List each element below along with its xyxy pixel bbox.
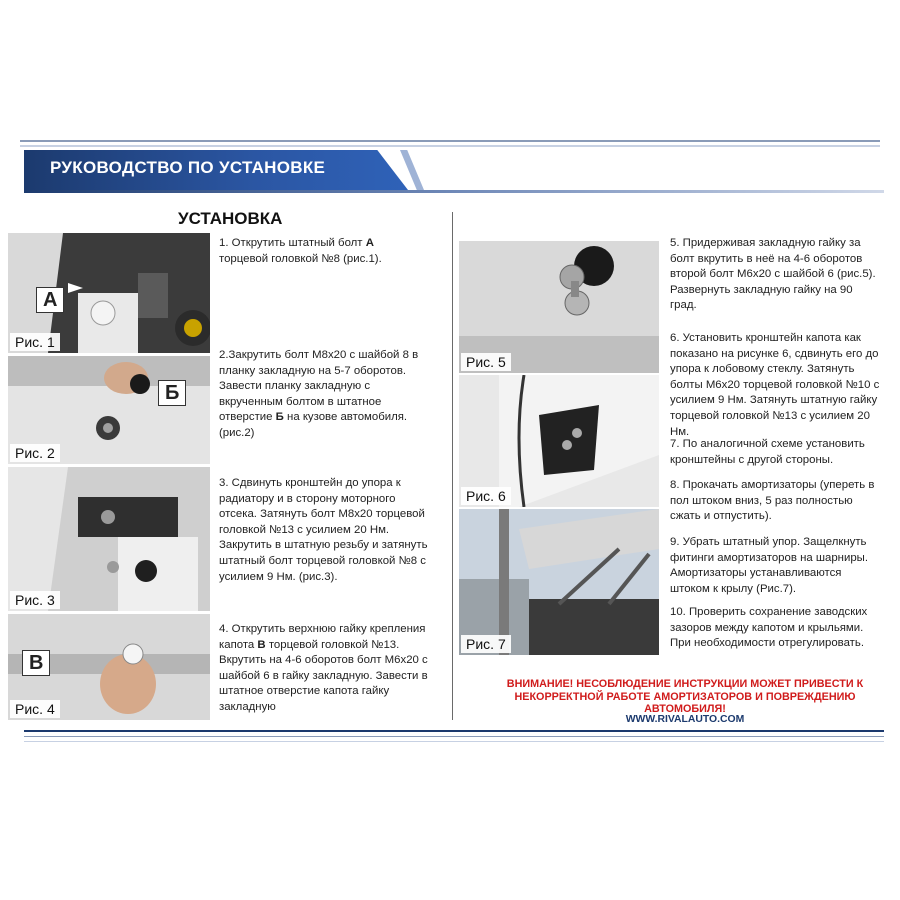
figure-2-tag: Б (158, 380, 186, 406)
figure-4-tag: В (22, 650, 50, 676)
figure-7-caption: Рис. 7 (461, 635, 511, 653)
figure-2-caption: Рис. 2 (10, 444, 60, 462)
step-8-text: 8. Прокачать амортизаторы (упереть в пол штоком вниз, 5 раз полностью сжать и отпустить). (670, 479, 875, 523)
step-10-text: 10. Проверить сохранение заводских зазоров между капотом и крыльями. При необходимости отрегулировать. (670, 606, 868, 650)
section-title: УСТАНОВКА (178, 209, 283, 228)
figure-6-caption: Рис. 6 (461, 487, 511, 505)
column-divider (452, 212, 453, 720)
figure-7-photo (459, 509, 659, 655)
website-link[interactable]: WWW.RIVALAUTO.COM (625, 714, 745, 725)
footer-line (24, 730, 884, 732)
footer-line-3 (24, 741, 884, 742)
figure-5-caption: Рис. 5 (461, 353, 511, 371)
footer-line-2 (24, 736, 884, 737)
header-accent (400, 150, 424, 190)
figure-4-caption: Рис. 4 (10, 700, 60, 718)
step-5-text: 5. Придерживая закладную гайку за болт вкрутить в неё на 4-6 оборотов второй болт М6х20 с шайбой 6 (рис.5). Развернуть закладную гайку на 90 град. (670, 237, 876, 312)
page-title: РУКОВОДСТВО ПО УСТАНОВКЕ (50, 158, 326, 177)
figure-2-photo (8, 356, 210, 464)
step-9-text: 9. Убрать штатный упор. Защелкнуть фитинги амортизаторов на шарниры. Амортизаторы устанавливаются штоком к крылу (Рис.7). (670, 536, 869, 595)
step-6-text: 6. Установить кронштейн капота как показано на рисунке 6, сдвинуть его до упора к лобовому стеклу. Затянуть болты М6х20 торцевой головкой №10 с усилием 9 Нм. Затянуть штатную гайку торцевой головкой №13 с усилием 20 Нм. (670, 332, 880, 438)
step-7-text: 7. По аналогичной схеме установить кронштейны с другой стороны. (670, 438, 865, 466)
figure-4-photo (8, 614, 210, 720)
header-rule (24, 190, 884, 193)
warning-text: ВНИМАНИЕ! НЕСОБЛЮДЕНИЕ ИНСТРУКЦИИ МОЖЕТ ПРИВЕСТИ К НЕКОРРЕКТНОЙ РАБОТЕ АМОРТИЗАТОРОВ И ПОВРЕЖДЕНИЮ АВТОМОБИЛЯ! (506, 678, 864, 715)
step-4-text: 4. Открутить верхнюю гайку крепления капота В торцевой головкой №13. Вкрутить на 4-6 оборотов болт М6х20 с шайбой 6 в гайку закладную. Завести в штатное отверстие капота гайку закладную (219, 623, 428, 713)
figure-3-photo (8, 467, 210, 611)
figure-5-photo (459, 241, 659, 373)
header-top-line-2 (20, 145, 880, 147)
step-3-text: 3. Сдвинуть кронштейн до упора к радиатору и в сторону моторного отсека. Затянуть болт М8х20 торцевой головкой №13 с усилием 20 Нм. Закрутить в штатную резьбу и затянуть штатный болт торцевой головкой №8 с усилием 9 Нм. (рис.3). (219, 477, 428, 583)
figure-1-caption: Рис. 1 (10, 333, 60, 351)
figure-6-photo (459, 375, 659, 507)
figure-3-caption: Рис. 3 (10, 591, 60, 609)
step-1-text: 1. Открутить штатный болт А торцевой головкой №8 (рис.1). (219, 237, 382, 265)
figure-1-photo (8, 233, 210, 353)
step-2-text: 2.Закрутить болт М8х20 с шайбой 8 в планку закладную на 5-7 оборотов. Завести планку закладную с вкрученным болтом в штатное отверстие Б на кузове автомобиля. (рис.2) (219, 349, 419, 439)
header-top-line (20, 140, 880, 142)
figure-1-tag: А (36, 287, 64, 313)
